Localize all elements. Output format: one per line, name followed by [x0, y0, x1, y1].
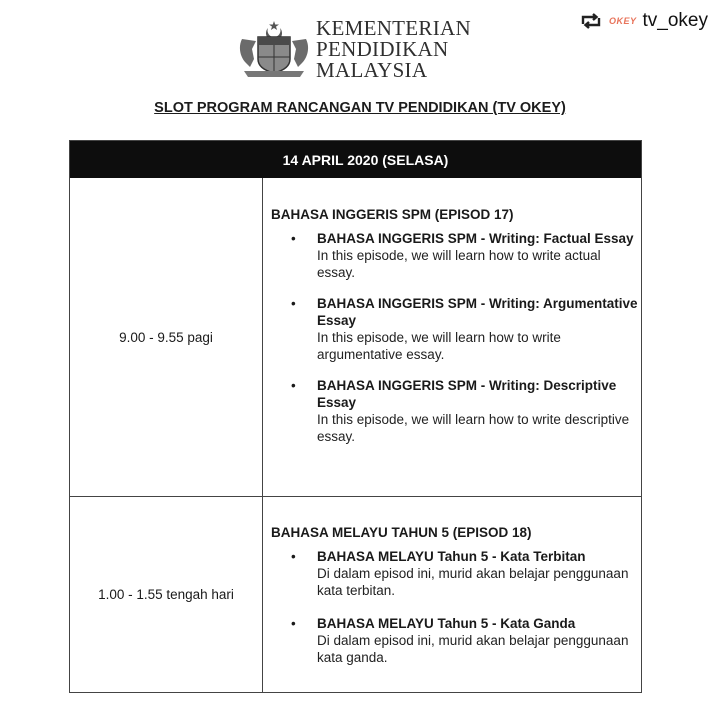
repost-attribution — [579, 10, 708, 32]
subject-heading: BAHASA INGGERIS SPM (EPISOD 17) — [271, 207, 514, 222]
episode-title: BAHASA MELAYU Tahun 5 - Kata Terbitan — [317, 549, 586, 564]
bullet-icon: • — [291, 296, 296, 311]
episode-description: In this episode, we will learn how to write actual essay. — [317, 248, 601, 280]
ministry-name — [316, 18, 471, 81]
bullet-icon: • — [291, 549, 296, 564]
schedule-table — [69, 140, 642, 693]
list-item — [271, 230, 641, 281]
episode-description: Di dalam episod ini, murid akan belajar penggunaan kata terbitan. — [317, 566, 629, 598]
list-item — [271, 615, 641, 666]
time-slot: 9.00 - 9.55 pagi — [70, 178, 263, 496]
subject-heading: BAHASA MELAYU TAHUN 5 (EPISOD 18) — [271, 525, 532, 540]
date-header: 14 APRIL 2020 (SELASA) — [70, 141, 641, 178]
program-details — [264, 497, 641, 692]
episode-description: In this episode, we will learn how to write argumentative essay. — [317, 330, 561, 362]
okey-logo: OKEY — [609, 16, 637, 26]
time-slot: 1.00 - 1.55 tengah hari — [70, 497, 263, 692]
repost-icon[interactable] — [579, 11, 603, 31]
bullet-icon: • — [291, 231, 296, 246]
bullet-icon: • — [291, 616, 296, 631]
bullet-icon: • — [291, 378, 296, 393]
list-item — [271, 377, 641, 445]
episode-title: BAHASA INGGERIS SPM - Writing: Factual Essay — [317, 231, 634, 246]
document-title: SLOT PROGRAM RANCANGAN TV PENDIDIKAN (TV OKEY) — [154, 100, 566, 116]
episode-description: Di dalam episod ini, murid akan belajar penggunaan kata ganda. — [317, 633, 629, 665]
list-item — [271, 548, 641, 599]
list-item — [271, 295, 641, 363]
ministry-header — [236, 18, 471, 81]
table-row — [70, 497, 641, 692]
program-details — [264, 178, 641, 496]
account-handle[interactable]: tv_okey — [642, 10, 708, 31]
ministry-line-3: MALAYSIA — [316, 58, 428, 82]
ministry-line-1: KEMENTERIAN — [316, 16, 471, 40]
episode-title: BAHASA INGGERIS SPM - Writing: Descriptive Essay — [317, 378, 617, 410]
episode-description: In this episode, we will learn how to write descriptive essay. — [317, 412, 630, 444]
malaysia-coat-of-arms-icon — [236, 19, 312, 81]
episode-title: BAHASA INGGERIS SPM - Writing: Argumentative Essay — [317, 296, 638, 328]
ministry-line-2: PENDIDIKAN — [316, 37, 449, 61]
table-row — [70, 178, 641, 497]
episode-title: BAHASA MELAYU Tahun 5 - Kata Ganda — [317, 616, 576, 631]
